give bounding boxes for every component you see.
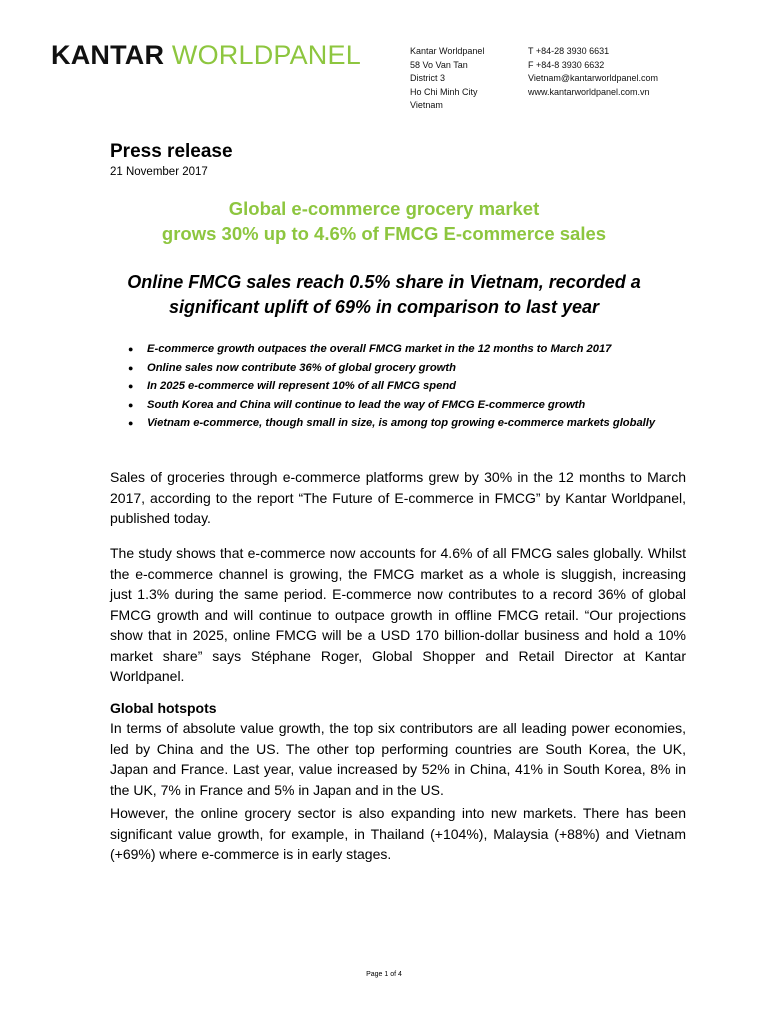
list-item-text: E-commerce growth outpaces the overall FMCG market in the 12 months to March 2017: [147, 343, 612, 355]
kantar-worldpanel-logo: [51, 40, 361, 71]
list-item: [128, 397, 688, 413]
address-line: Vietnam: [410, 100, 443, 110]
email-link[interactable]: Vietnam@kantarworldpanel.com: [528, 73, 659, 83]
fax-line: F +84-8 3930 6632: [528, 59, 605, 70]
section-heading: Global hotspots: [110, 700, 217, 716]
address-line: Ho Chi Minh City: [410, 86, 478, 97]
body-paragraph: Sales of groceries through e-commerce platforms grew by 30% in the 12 months to March 2017, according to the report “The Future of E-commerce in FMCG” by Kantar Worldpanel, published today.: [110, 469, 686, 526]
list-item-text: South Korea and China will continue to lead the way of FMCG E-commerce growth: [147, 398, 586, 411]
body-paragraph: In terms of absolute value growth, the top six contributors are all leading power economies, led by China and the US. The other top performing countries are South Korea, the UK, Japan and France. Last year, value increased by 52% in China, 41% in South Korea, 8% in the UK, 7% in France and 5% in Japan and in the US.: [110, 720, 686, 798]
address-line: Kantar Worldpanel: [410, 46, 485, 56]
address-line: 58 Vo Van Tan: [410, 59, 468, 70]
subheadline-line: significant uplift of 69% in comparison to last year: [168, 297, 600, 317]
list-item: [128, 341, 688, 357]
headline-line: Global e-commerce grocery market: [228, 198, 540, 219]
subheadline-line: Online FMCG sales reach 0.5% share in Vietnam, recorded a: [127, 272, 641, 292]
bullet-icon: ●: [128, 399, 134, 410]
body-paragraph: However, the online grocery sector is also expanding into new markets. There has been significant value growth, for example, in Thailand (+104%), Malaysia (+88%) and Vietnam (+69%) where e-commerce is in early stages.: [110, 805, 686, 862]
list-item: [128, 415, 688, 431]
website-link[interactable]: www.kantarworldpanel.com.vn: [528, 86, 650, 97]
contact-block: [528, 45, 658, 99]
logo-worldpanel-text: WORLDPANEL: [171, 40, 361, 70]
list-item-text: In 2025 e-commerce will represent 10% of all FMCG spend: [147, 380, 457, 392]
list-item-text: Vietnam e-commerce, though small in size, is among top growing e-commerce markets globally: [147, 417, 656, 429]
subheadline: [90, 270, 678, 320]
bullet-icon: ●: [128, 381, 134, 391]
press-release-date: 21 November 2017: [110, 166, 208, 178]
address-line: District 3: [410, 73, 446, 83]
bullet-icon: ●: [128, 344, 134, 354]
list-item: [128, 360, 688, 376]
bullet-icon: ●: [128, 362, 134, 373]
list-item: [128, 378, 688, 394]
headline-line: grows 30% up to 4.6% of FMCG E-commerce sales: [161, 223, 607, 244]
key-points-list: [128, 341, 688, 434]
page-number: Page 1 of 4: [366, 971, 402, 978]
body-paragraph: The study shows that e-commerce now accounts for 4.6% of all FMCG sales globally. Whilst the e-commerce channel is growing, the FMCG market as a whole is sluggish, increasing just 1.3% during the same period. E-commerce now contributes to a record 36% of global FMCG growth and will continue to outpace growth in offline FMCG retail. “Our projections show that in 2025, online FMCG will be a USD 170 billion-dollar business and hold a 10% market share” says Stéphane Roger, Global Shopper and Retail Director at Kantar Worldpanel.: [110, 545, 686, 684]
logo-kantar-text: KANTAR: [51, 40, 172, 70]
press-release-title: Press release: [110, 141, 233, 162]
phone-line: T +84-28 3930 6631: [528, 46, 610, 56]
headline: [90, 196, 678, 246]
bullet-icon: ●: [128, 418, 134, 428]
list-item-text: Online sales now contribute 36% of global grocery growth: [147, 361, 456, 374]
address-block: [410, 45, 484, 113]
